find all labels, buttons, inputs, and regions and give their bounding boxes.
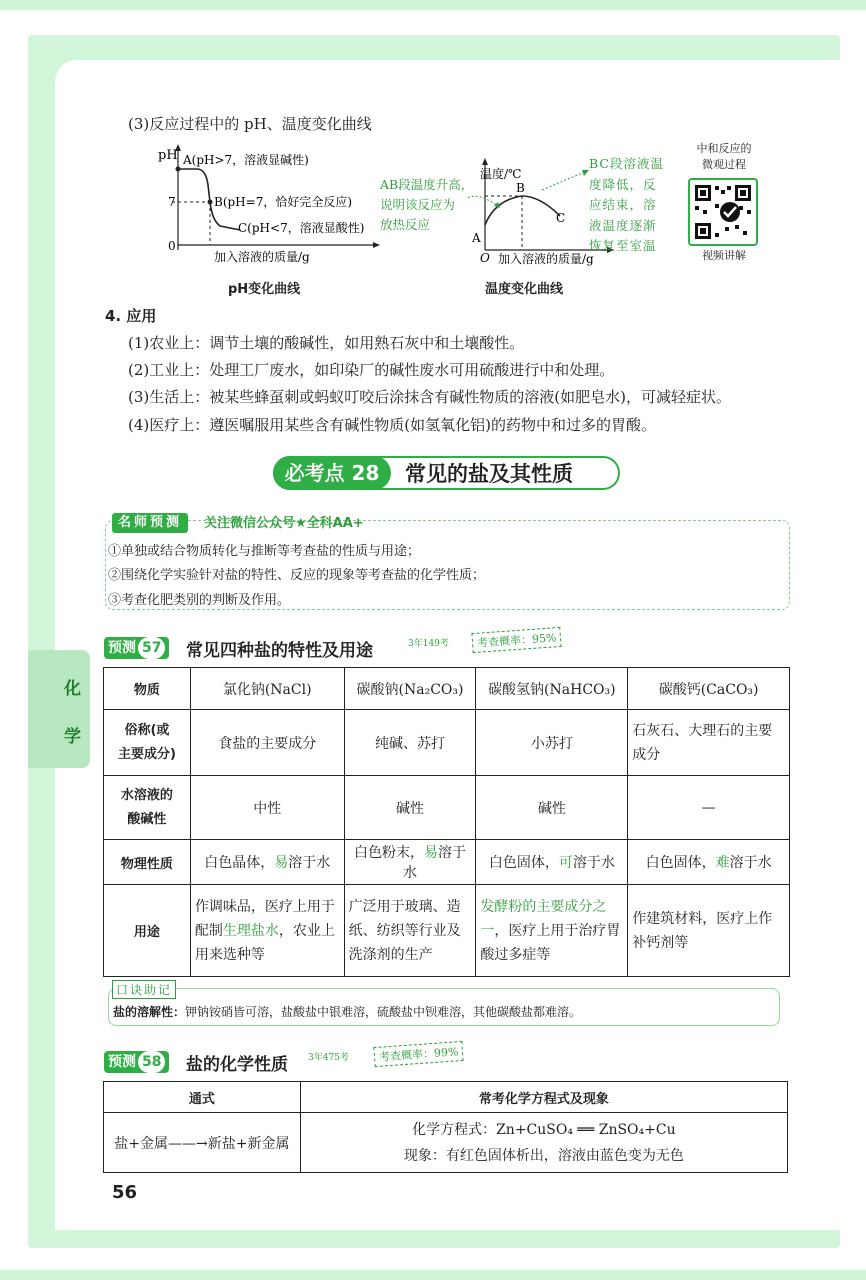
table-cell: 食盐的主要成分 xyxy=(190,710,344,776)
page-number: 56 xyxy=(112,1182,138,1203)
forecast-58-title: 盐的化学性质 xyxy=(186,1055,288,1075)
table-row xyxy=(104,710,790,776)
salt-chemistry-table xyxy=(103,1081,788,1173)
table-cell: 中性 xyxy=(190,776,344,840)
table-cell: — xyxy=(628,776,790,840)
row-label: 俗称(或 主要成分) xyxy=(104,710,191,776)
prediction-item: ③考查化肥类别的判断及作用。 xyxy=(108,593,291,608)
qr-caption-bottom: 视频讲解 xyxy=(702,249,746,262)
forecast-57-title: 常见四种盐的特性及用途 xyxy=(186,641,373,661)
temp-note-ab: AB段温度升高， 说明该反应为 放热反应 xyxy=(380,177,474,232)
ph-point-a: A(pH>7，溶液显碱性) xyxy=(183,153,309,167)
application-item: (4)医疗上：遵医嘱服用某些含有碱性物质(如氢氧化铝)的药物中和过多的胃酸。 xyxy=(128,416,656,434)
table-row xyxy=(104,1082,788,1113)
table-header-cell: 常考化学方程式及现象 xyxy=(300,1082,787,1113)
table-header-cell: 氯化钠(NaCl) xyxy=(190,668,344,710)
table-row xyxy=(104,1113,788,1173)
table-header-cell: 通式 xyxy=(104,1082,301,1113)
table-header-cell: 碳酸氢钠(NaHCO₃) xyxy=(476,668,628,710)
ph-axis-label: pH xyxy=(158,148,178,163)
table-cell: 盐+金属——→新盐+新金属 xyxy=(104,1113,301,1173)
forecast-58-badge: 预测 58 xyxy=(104,1051,169,1073)
table-cell: 白色粉末，易溶于水 xyxy=(344,840,476,885)
ph-point-b: B(pH=7，恰好完全反应) xyxy=(214,195,353,209)
table-row xyxy=(104,776,790,840)
equation-text: 化学方程式：Zn+CuSO₄ ══ ZnSO₄+Cu xyxy=(412,1121,676,1138)
application-item: (2)工业上：处理工厂废水，如印染厂的碱性废水可用硫酸进行中和处理。 xyxy=(128,361,615,379)
forecast-57-badge: 预测 57 xyxy=(104,637,169,659)
table-header-cell: 碳酸钙(CaCO₃) xyxy=(628,668,790,710)
temp-point-c: C xyxy=(556,211,566,225)
ph-x-axis-label: 加入溶液的质量/g xyxy=(214,250,310,264)
table-cell: 白色固体，可溶于水 xyxy=(476,840,628,885)
ph-point-c: C(pH<7，溶液显酸性) xyxy=(238,221,365,235)
prediction-item: ①单独或结合物质转化与推断等考查盐的性质与用途； xyxy=(108,544,421,559)
memo-tag: 口诀助记 xyxy=(112,980,176,999)
qr-code[interactable] xyxy=(688,178,758,246)
table-row xyxy=(104,668,790,710)
phenomenon-text: 现象：有红色固体析出，溶液由蓝色变为无色 xyxy=(403,1147,684,1164)
temp-note-bc: BC段溶液温 度降低，反 应结束，溶 液温度逐渐 恢复至室温 xyxy=(589,156,664,253)
bottom-strip xyxy=(0,1270,866,1280)
temp-chart-caption: 温度变化曲线 xyxy=(485,282,564,297)
table-cell: 发酵粉的主要成分之一，医疗上用于治疗胃酸过多症等 xyxy=(476,885,628,977)
table-cell: 碱性 xyxy=(344,776,476,840)
prediction-item: ②围绕化学实验针对盐的特性、反应的现象等考查盐的化学性质； xyxy=(108,568,486,583)
table-cell: 小苏打 xyxy=(476,710,628,776)
section3-title: (3)反应过程中的 pH、温度变化曲线 xyxy=(128,115,372,133)
temp-x-axis-label: 加入溶液的质量/g xyxy=(498,252,594,266)
temp-point-b: B xyxy=(516,181,525,195)
table-cell: 白色固体，难溶于水 xyxy=(628,840,790,885)
forecast-58-years: 3年475考 xyxy=(308,1053,349,1063)
ph-origin: 0 xyxy=(168,239,176,253)
memo-text: 盐的溶解性：钾钠铵硝皆可溶，盐酸盐中银难溶，硫酸盐中钡难溶，其他碳酸盐都难溶。 xyxy=(113,1005,582,1019)
table-row xyxy=(104,885,790,977)
forecast-58-probability: 考查概率：99% xyxy=(373,1041,464,1067)
table-cell: 作建筑材料，医疗上作补钙剂等 xyxy=(628,885,790,977)
application-item: (1)农业上：调节土壤的酸碱性，如用熟石灰中和土壤酸性。 xyxy=(128,334,525,352)
ph-tick-7: 7 xyxy=(168,195,176,209)
side-tab-char: 学 xyxy=(64,727,81,747)
prediction-tag: 名师预测 xyxy=(112,513,188,533)
table-cell: 作调味品，医疗上用于配制生理盐水，农业上用来选种等 xyxy=(190,885,344,977)
qr-caption-top: 中和反应的 微观过程 xyxy=(696,142,752,171)
section4-heading: 4. 应用 xyxy=(105,307,157,325)
table-header-cell: 碳酸钠(Na₂CO₃) xyxy=(344,668,476,710)
table-cell: 纯碱、苏打 xyxy=(344,710,476,776)
forecast-57-probability: 考查概率：95% xyxy=(471,627,562,653)
table-cell: 碱性 xyxy=(476,776,628,840)
application-item: (3)生活上：被某些蜂虿刺或蚂蚁叮咬后涂抹含有碱性物质的溶液(如肥皂水)，可减轻症状。 xyxy=(128,388,731,406)
top-strip xyxy=(0,0,866,10)
row-label: 物理性质 xyxy=(104,840,191,885)
table-row xyxy=(104,840,790,885)
key-point-badge: 必考点 28 xyxy=(273,456,391,490)
key-point-title: 常见的盐及其性质 xyxy=(405,462,573,486)
table-header-cell: 物质 xyxy=(104,668,191,710)
ph-chart-caption: pH变化曲线 xyxy=(228,282,301,297)
table-cell: 石灰石、大理石的主要成分 xyxy=(628,710,790,776)
forecast-57-years: 3年149考 xyxy=(408,639,449,649)
table-cell: 广泛用于玻璃、造纸、纺织等行业及洗涤剂的生产 xyxy=(344,885,476,977)
row-label: 水溶液的 酸碱性 xyxy=(104,776,191,840)
table-cell: 白色晶体，易溶于水 xyxy=(190,840,344,885)
table-cell xyxy=(300,1113,787,1173)
wechat-promo: 关注微信公众号★全科AA+ xyxy=(204,516,364,531)
side-tab-char: 化 xyxy=(64,679,81,699)
ph-chart xyxy=(150,140,390,270)
temp-point-a: A xyxy=(472,231,481,245)
subject-side-tab[interactable] xyxy=(28,650,90,768)
salt-properties-table xyxy=(103,667,790,977)
qr-code-icon xyxy=(690,180,756,244)
temp-origin: O xyxy=(480,251,490,265)
temp-axis-label: 温度/℃ xyxy=(480,167,522,181)
row-label: 用途 xyxy=(104,885,191,977)
